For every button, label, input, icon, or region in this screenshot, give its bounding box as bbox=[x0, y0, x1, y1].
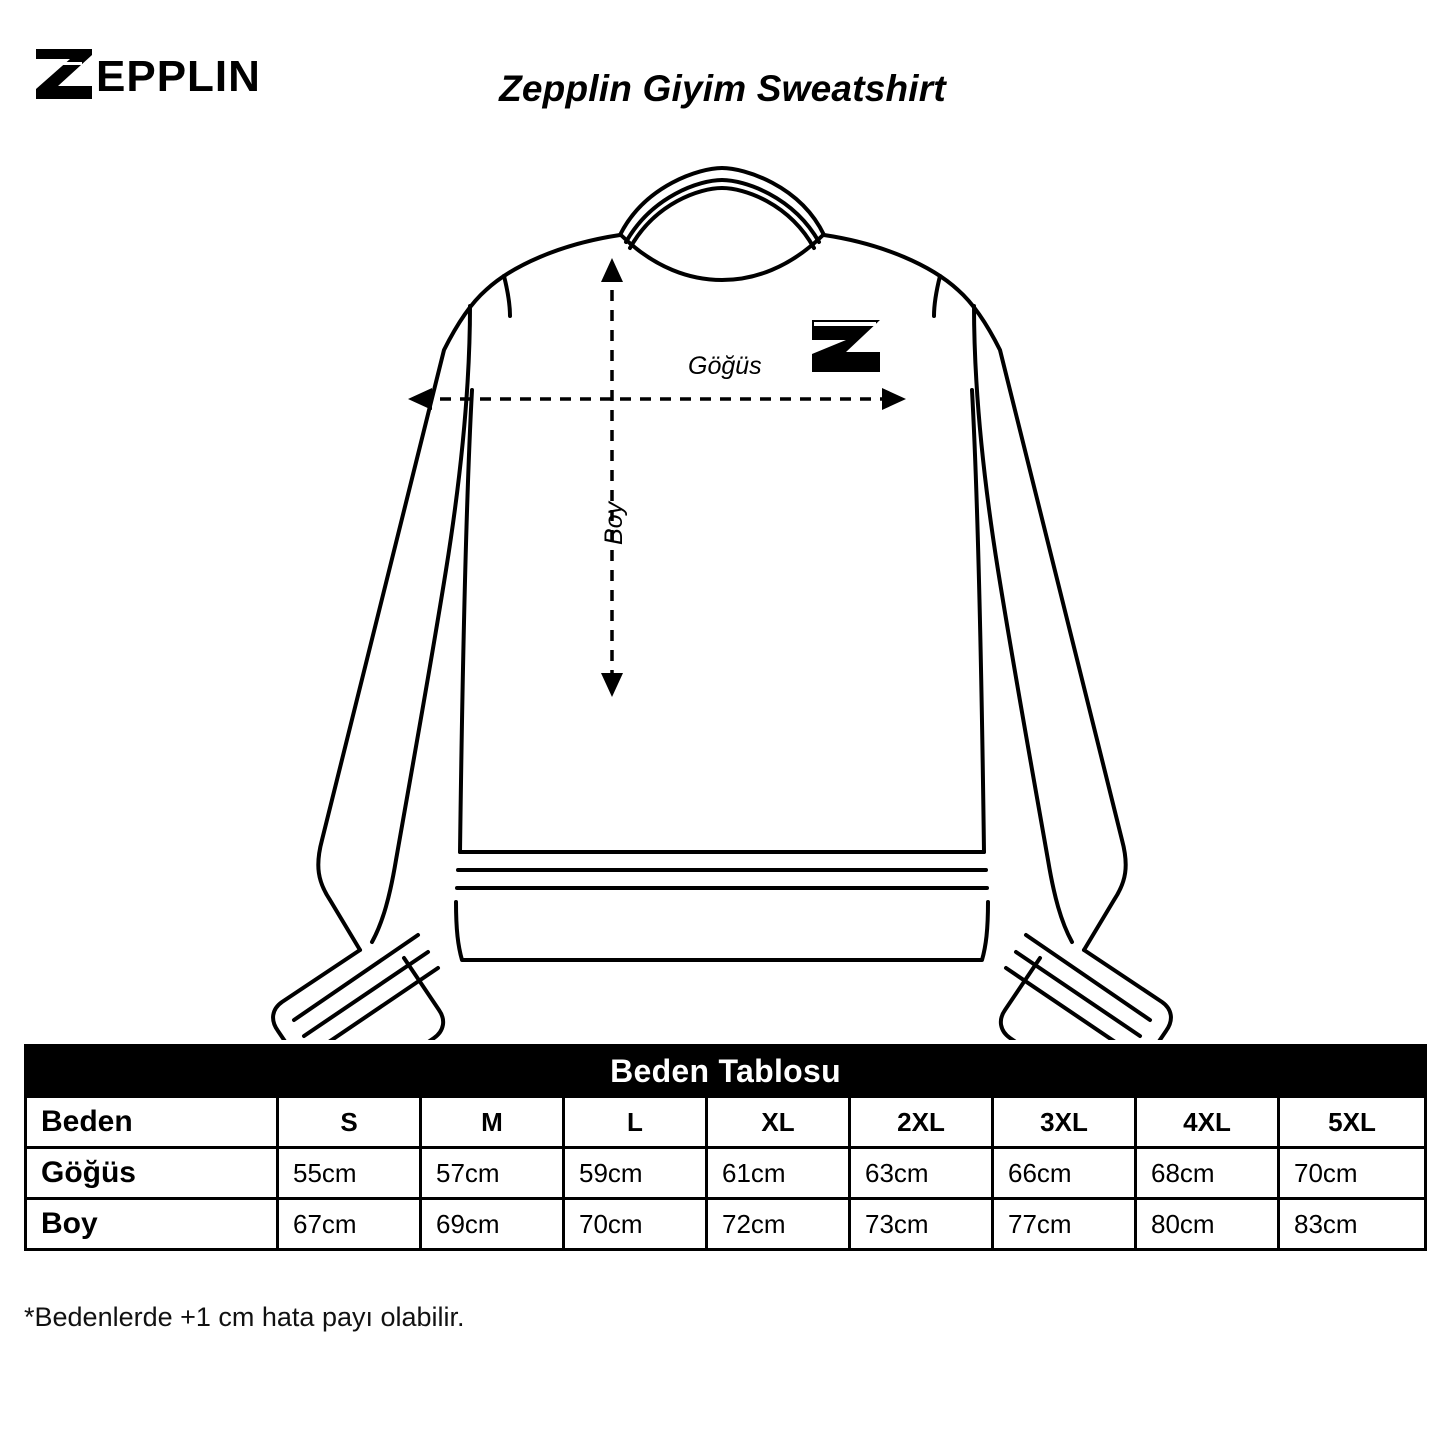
cell-boy-l: 70cm bbox=[564, 1199, 707, 1250]
size-table-wrap bbox=[24, 1044, 1424, 1251]
table-row bbox=[26, 1199, 1426, 1250]
cell-gogus-m: 57cm bbox=[421, 1148, 564, 1199]
header-size-3xl: 3XL bbox=[993, 1097, 1136, 1148]
chest-dimension-label: Göğüs bbox=[688, 352, 762, 380]
garment-z-logo bbox=[812, 320, 880, 372]
length-dimension-label: Boy bbox=[600, 501, 628, 545]
page-header bbox=[0, 0, 1445, 140]
row-label-boy: Boy bbox=[26, 1199, 278, 1250]
row-label-gogus: Göğüs bbox=[26, 1148, 278, 1199]
cell-boy-4xl: 80cm bbox=[1136, 1199, 1279, 1250]
header-label-beden: Beden bbox=[26, 1097, 278, 1148]
cell-gogus-s: 55cm bbox=[278, 1148, 421, 1199]
header-size-xl: XL bbox=[707, 1097, 850, 1148]
size-table-title: Beden Tablosu bbox=[26, 1046, 1426, 1097]
cell-boy-m: 69cm bbox=[421, 1199, 564, 1250]
cell-boy-2xl: 73cm bbox=[850, 1199, 993, 1250]
page-title-bold: Sweatshirt bbox=[756, 68, 946, 109]
page-title bbox=[0, 68, 1445, 110]
table-row bbox=[26, 1148, 1426, 1199]
size-footnote: *Bedenlerde +1 cm hata payı olabilir. bbox=[24, 1302, 465, 1332]
header-size-l: L bbox=[564, 1097, 707, 1148]
cell-gogus-l: 59cm bbox=[564, 1148, 707, 1199]
header-size-5xl: 5XL bbox=[1279, 1097, 1426, 1148]
cell-gogus-3xl: 66cm bbox=[993, 1148, 1136, 1199]
header-size-s: S bbox=[278, 1097, 421, 1148]
cell-gogus-4xl: 68cm bbox=[1136, 1148, 1279, 1199]
svg-text:EPPLIN: EPPLIN bbox=[96, 52, 261, 101]
table-header-row bbox=[26, 1097, 1426, 1148]
cell-boy-xl: 72cm bbox=[707, 1199, 850, 1250]
cell-boy-5xl: 83cm bbox=[1279, 1199, 1426, 1250]
page-title-light: Zepplin Giyim bbox=[499, 68, 757, 109]
cell-boy-3xl: 77cm bbox=[993, 1199, 1136, 1250]
size-table bbox=[24, 1044, 1427, 1251]
cell-gogus-xl: 61cm bbox=[707, 1148, 850, 1199]
cell-gogus-5xl: 70cm bbox=[1279, 1148, 1426, 1199]
cell-boy-s: 67cm bbox=[278, 1199, 421, 1250]
cell-gogus-2xl: 63cm bbox=[850, 1148, 993, 1199]
sweatshirt-illustration bbox=[0, 140, 1445, 1040]
header-size-4xl: 4XL bbox=[1136, 1097, 1279, 1148]
header-size-m: M bbox=[421, 1097, 564, 1148]
header-size-2xl: 2XL bbox=[850, 1097, 993, 1148]
table-title-row bbox=[26, 1046, 1426, 1097]
